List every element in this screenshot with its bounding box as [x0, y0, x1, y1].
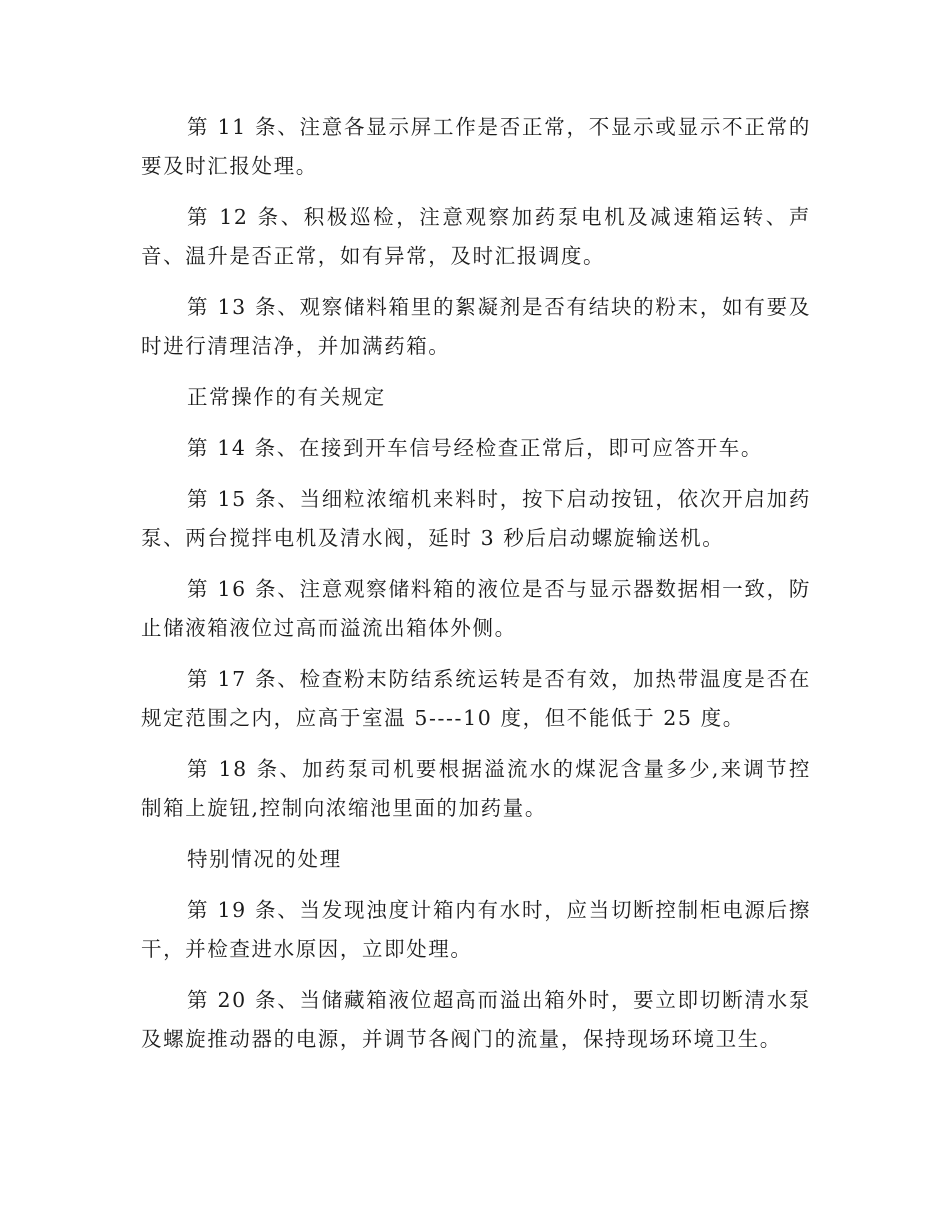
article-18: 第 18 条、加药泵司机要根据溢流水的煤泥含量多少,来调节控制箱上旋钮,控制向浓缩池里面的加药量。	[141, 757, 811, 820]
article-13: 第 13 条、观察储料箱里的絮凝剂是否有结块的粉末，如有要及时进行清理洁净，并加满药箱。	[141, 295, 811, 358]
article-20: 第 20 条、当储藏箱液位超高而溢出箱外时，要立即切断清水泵及螺旋推动器的电源，并调节各阀门的流量，保持现场环境卫生。	[141, 988, 811, 1051]
article-19: 第 19 条、当发现浊度计箱内有水时，应当切断控制柜电源后擦干，并检查进水原因，立即处理。	[141, 898, 811, 961]
article-16: 第 16 条、注意观察储料箱的液位是否与显示器数据相一致，防止储液箱液位过高而溢流出箱体外侧。	[141, 577, 811, 640]
section-heading-normal-operation: 正常操作的有关规定	[187, 385, 386, 409]
article-12: 第 12 条、积极巡检，注意观察加药泵电机及减速箱运转、声音、温升是否正常，如有异常，及时汇报调度。	[141, 205, 811, 268]
section-heading-special-cases: 特别情况的处理	[187, 847, 342, 871]
article-11: 第 11 条、注意各显示屏工作是否正常，不显示或显示不正常的要及时汇报处理。	[141, 115, 811, 178]
article-17: 第 17 条、检查粉末防结系统运转是否有效，加热带温度是否在规定范围之内，应高于室温 5----10 度，但不能低于 25 度。	[141, 667, 811, 730]
article-14: 第 14 条、在接到开车信号经检查正常后，即可应答开车。	[187, 436, 763, 460]
document-body	[141, 108, 811, 1071]
article-15: 第 15 条、当细粒浓缩机来料时，按下启动按钮，依次开启加药泵、两台搅拌电机及清水阀，延时 3 秒后启动螺旋输送机。	[141, 487, 811, 550]
